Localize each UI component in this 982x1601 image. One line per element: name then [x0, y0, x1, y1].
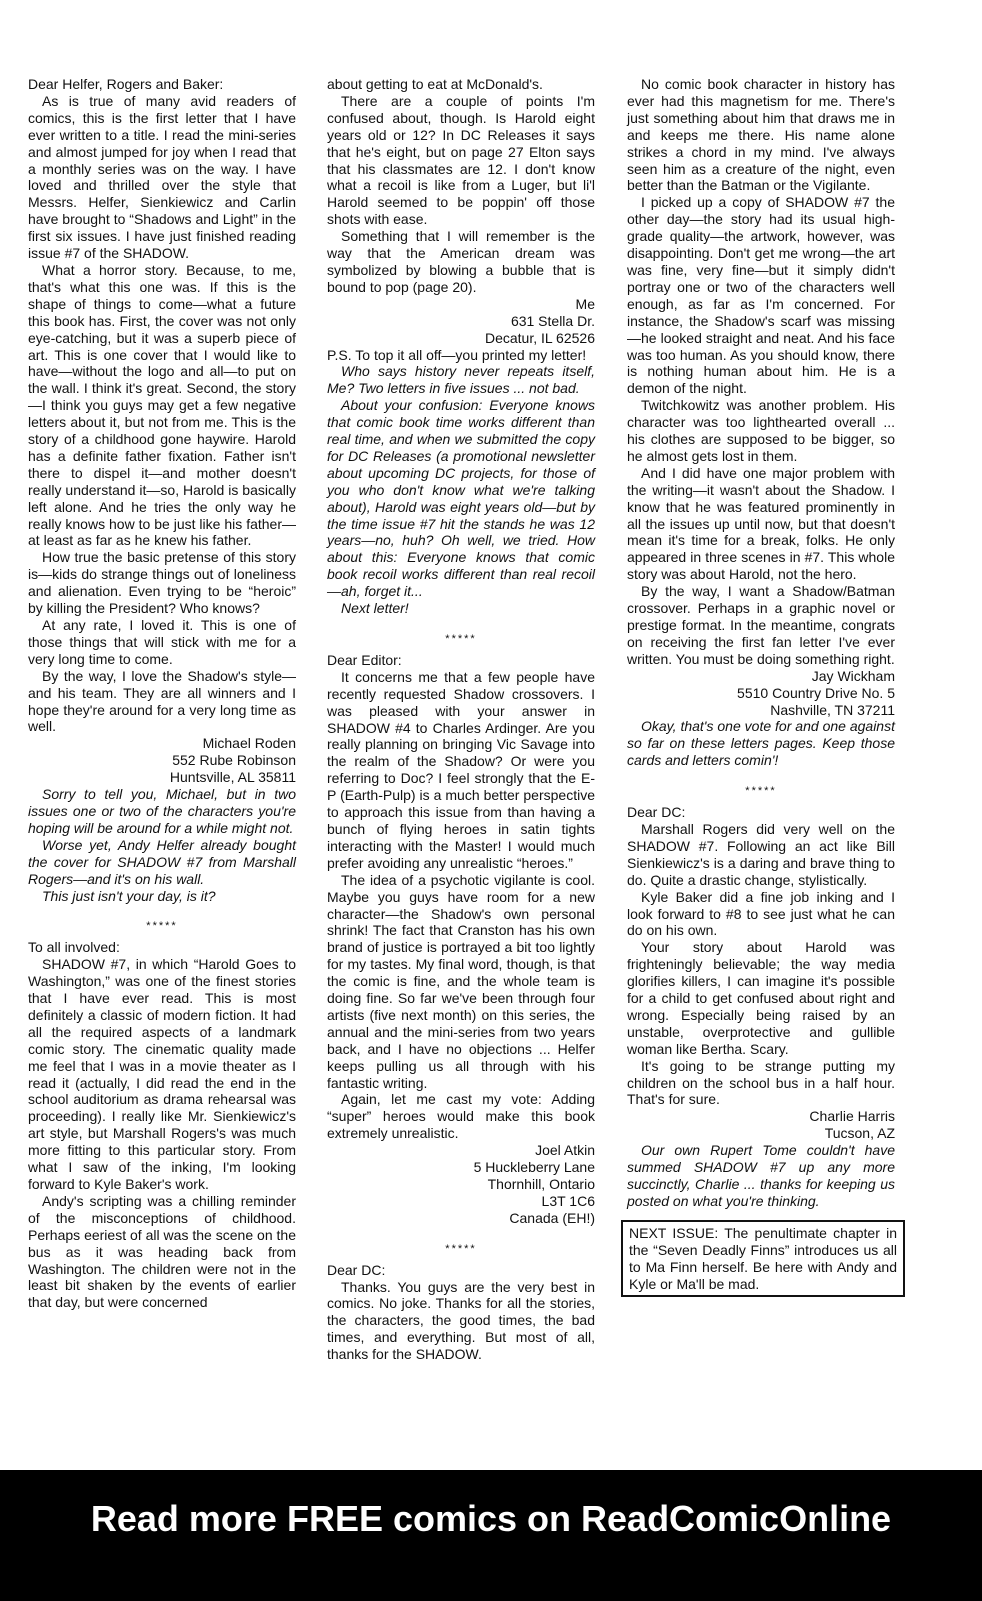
signature-line: 5 Huckleberry Lane: [473, 1159, 595, 1176]
signature-line: Nashville, TN 37211: [770, 701, 895, 718]
promo-banner-text[interactable]: Read more FREE comics on ReadComicOnline: [90, 1498, 892, 1539]
letter-paragraph: about getting to eat at McDonald's.: [327, 76, 543, 92]
next-issue-box: NEXT ISSUE: The penultimate chapter in the “Seven Deadly Finns” introduces us all to Ma Finn herself. Be here with Andy and Kyle or Ma'll be mad.: [621, 1220, 905, 1298]
letter-paragraph: Andy's scripting was a chilling reminder of the misconceptions of childhood. Perhaps eeriest of all was the scene on the bus as it was heading back from Washington. The children were not in the least bit shaken by the events of earlier that day, but were concerned: [28, 1192, 296, 1311]
editor-reply: About your confusion: Everyone knows that comic book time works different than real time, and when we submitted the copy for DC Releases (a promotional newsletter about upcoming DC projects, for those of you who don't know what we're talking about), Harold was eight years old—but by the time issue #7 hit the stands he was 12 years—no, huh? Oh well, we tried. How about this: Everyone knows that comic book recoil works different than real recoil—ah, forget it...: [327, 397, 595, 600]
letter-paragraph: Again, let me cast my vote: Adding “super” heroes would make this book extremely unrealistic.: [327, 1091, 595, 1142]
signature-line: Charlie Harris: [809, 1108, 895, 1125]
letter-signature: [327, 1142, 595, 1227]
editor-reply: Our own Rupert Tome couldn't have summed SHADOW #7 up any more succinctly, Charlie ... thanks for keeping us posted on what you're thinking.: [627, 1142, 895, 1209]
letter-paragraph: Thanks. You guys are the very best in comics. No joke. Thanks for all the stories, the characters, the good times, the bad times, and everything. But most of all, thanks for the SHADOW.: [327, 1278, 595, 1363]
letter-paragraph: There are a couple of points I'm confused about, though. Is Harold eight years old or 12? In DC Releases it says that he's eight, but on page 27 Elton says that his classmates are 12. I don't know what a recoil is like from a Luger, but li'l Harold seemed to be poppin' off those shots with ease.: [327, 92, 595, 228]
signature-line: Canada (EH!): [509, 1209, 595, 1226]
letter-paragraph: The idea of a psychotic vigilante is cool. Maybe you guys have room for a new character—the Shadow's own personal shrink! The fact that Cranston has his own brand of justice is portrayed a bit too lightly for my tastes. My final word, though, is that the comic is fine, and the whole team is doing fine. So far we've been through four artists (five next month) on this series, the annual and the mini-series from two years back, and I have no objections ... Helfer keeps pulling us all through with his fantastic writing.: [327, 871, 595, 1091]
letter-paragraph: It concerns me that a few people have recently requested Shadow crossovers. I was pleased with your answer in SHADOW #4 to Charles Ardinger. Are you really planning on bringing Vic Savage into the realm of the Shadow? Or were you referring to Doc? I feel strongly that the E-P (Earth-Pulp) is a much better perspective to approach this issue from than having a bunch of flying heroes in satin tights interacting with the Master! I would much prefer avoiding any unrealistic “heroes.”: [327, 668, 595, 871]
signature-line: Jay Wickham: [811, 667, 895, 684]
letter-paragraph: At any rate, I loved it. This is one of those things that will stick with me for a very long time to come.: [28, 617, 296, 667]
signature-line: Huntsville, AL 35811: [169, 769, 296, 786]
signature-line: 631 Stella Dr.: [510, 312, 595, 329]
letter-paragraph: Kyle Baker did a fine job inking and I look forward to #8 to see just what he can do on his own.: [627, 888, 895, 939]
signature-line: L3T 1C6: [541, 1192, 595, 1209]
editor-reply: Sorry to tell you, Michael, but in two issues one or two of the characters you're hoping will be around for a while might not.: [28, 786, 296, 836]
letter-paragraph: P.S. To top it all off—you printed my letter!: [327, 346, 587, 363]
letter-paragraph: By the way, I love the Shadow's style—and his team. They are all winners and I hope they're around for a very long time as well.: [28, 667, 296, 735]
editor-reply: This just isn't your day, is it?: [42, 887, 216, 904]
letter-paragraph: What a horror story. Because, to me, that's what this one was. If this is the shape of things to come—what a future this book has. First, the cover was not only eye-catching, but it was a superb piece of art. This is one cover that I would like to have—without the logo and all—to put on the wall. I think it's great. Second, the story—I think you guys may get a few negative letters about it, but not from me. This is the story of a childhood gone haywire. Harold has a definite father fixation. Father isn't there to dispel it—and mother doesn't really understand it—so, Harold is basically left alone. And he tries the only way he really knows how to be just like his father—at least as far as he knew his father.: [28, 261, 296, 549]
letters-column-1: [28, 76, 296, 1311]
letter-paragraph: Marshall Rogers did very well on the SHADOW #7. Following an act like Bill Sienkiewicz's is a daring and brave thing to do. Quite a drastic change, stylistically.: [627, 820, 895, 888]
section-divider: *****: [745, 785, 777, 798]
letter-signature: [327, 296, 595, 347]
editor-reply: Next letter!: [341, 600, 409, 617]
letter-signature: [627, 1108, 895, 1142]
letter-signature: [28, 735, 296, 786]
letter-paragraph: Your story about Harold was frighteningly believable; the way media glorifies killers, I can imagine it's possible for a child to get confused about right and wrong. Especially being raised by an unstable, overprotective and gullible woman like Bertha. Scary.: [627, 939, 895, 1057]
letter-paragraph: Twitchkowitz was another problem. His character was too lighthearted overall ... his clothes are supposed to be bigger, so he almost gets lost in them.: [627, 397, 895, 464]
letter-paragraph: How true the basic pretense of this story is—kids do strange things out of loneliness and alienation. Even trying to be “heroic” by killing the President? Who knows?: [28, 549, 296, 617]
editor-reply: Who says history never repeats itself, Me? Two letters in five issues ... not bad.: [327, 363, 595, 397]
signature-line: Joel Atkin: [535, 1142, 595, 1159]
letter-paragraph: Something that I will remember is the way that the American dream was symbolized by blowing a bubble that is bound to pop (page 20).: [327, 228, 595, 295]
signature-line: 5510 Country Drive No. 5: [737, 684, 895, 701]
letter-salutation: Dear DC:: [627, 804, 686, 821]
letter-paragraph: And I did have one major problem with the writing—it wasn't about the Shadow. I know that he was featured prominently in all the issues up until now, but that doesn't mean it's time for a break, folks. He only appeared in three scenes in #7. This whole story was about Harold, not the hero.: [627, 464, 895, 583]
signature-line: Michael Roden: [202, 735, 296, 752]
signature-line: 552 Rube Robinson: [172, 752, 296, 769]
letter-salutation: Dear Editor:: [327, 651, 402, 668]
letters-column-3: [627, 76, 895, 1311]
letters-column-2: [327, 76, 595, 1363]
letter-paragraph: By the way, I want a Shadow/Batman crossover. Perhaps in a graphic novel or prestige format. In the meantime, congrats on receiving the first fan letter I've ever written. You must be doing something right.: [627, 583, 895, 667]
section-divider: *****: [445, 633, 477, 645]
letter-paragraph: SHADOW #7, in which “Harold Goes to Washington,” was one of the finest stories that I have ever read. This is most definitely a classic of modern fiction. It had all the required aspects of a landmark comic story. The cinematic quality made me feel that I was in a movie theater as I read it (actually, I did read the end in the school auditorium as drama rehearsal was proceeding). I really like Mr. Sienkiewicz's art style, but Marshall Rogers's was much more fitting to this particular story. From what I saw of the inking, I'm looking forward to Kyle Baker's work.: [28, 956, 296, 1192]
signature-line: Thornhill, Ontario: [487, 1176, 595, 1192]
editor-reply: Okay, that's one vote for and one against so far on these letters pages. Keep those cards and letters comin'!: [627, 718, 895, 769]
section-divider: *****: [445, 1242, 477, 1255]
letter-paragraph: As is true of many avid readers of comics, this is the first letter that I have ever written to a title. I read the mini-series and almost jumped for joy when I read that a monthly series was on the way. I have loved and thrilled over the style that Messrs. Helfer, Sienkiewicz and Carlin have brought to “Shadows and Light” in the first six issues. I have just finished reading issue #7 of the SHADOW.: [28, 92, 296, 262]
letter-paragraph: I picked up a copy of SHADOW #7 the other day—the story had its usual high-grade quality—the artwork, however, was disappointing. Don't get me wrong—the art was fine, very fine—but it simply didn't portray one or two of the characters well enough, as far as I'm concerned. For instance, the Shadow's scarf was missing—he looked straight and neat. And his face was too human. As you should know, there is nothing human about him. He is a demon of the night.: [627, 194, 895, 397]
letter-salutation: Dear Helfer, Rogers and Baker:: [28, 76, 224, 92]
signature-line: Me: [575, 295, 595, 312]
section-divider: *****: [146, 920, 178, 933]
signature-line: Decatur, IL 62526: [484, 329, 595, 346]
letter-paragraph: It's going to be strange putting my children on the school bus in a half hour. That's for sure.: [627, 1057, 895, 1108]
letter-paragraph: No comic book character in history has ever had this magnetism for me. There's just something about him that draws me in and keeps me there. His name alone strikes a chord in my mind. I've always seen him as a creature of the night, even better than the Batman or the Vigilante.: [627, 76, 895, 194]
letter-signature: [627, 668, 895, 719]
editor-reply: Worse yet, Andy Helfer already bought the cover for SHADOW #7 from Marshall Rogers—and it's on his wall.: [28, 836, 296, 887]
letter-salutation: To all involved:: [28, 939, 120, 956]
signature-line: Tucson, AZ: [824, 1125, 895, 1142]
promo-banner[interactable]: [0, 1470, 982, 1601]
letter-salutation: Dear DC:: [327, 1261, 386, 1278]
